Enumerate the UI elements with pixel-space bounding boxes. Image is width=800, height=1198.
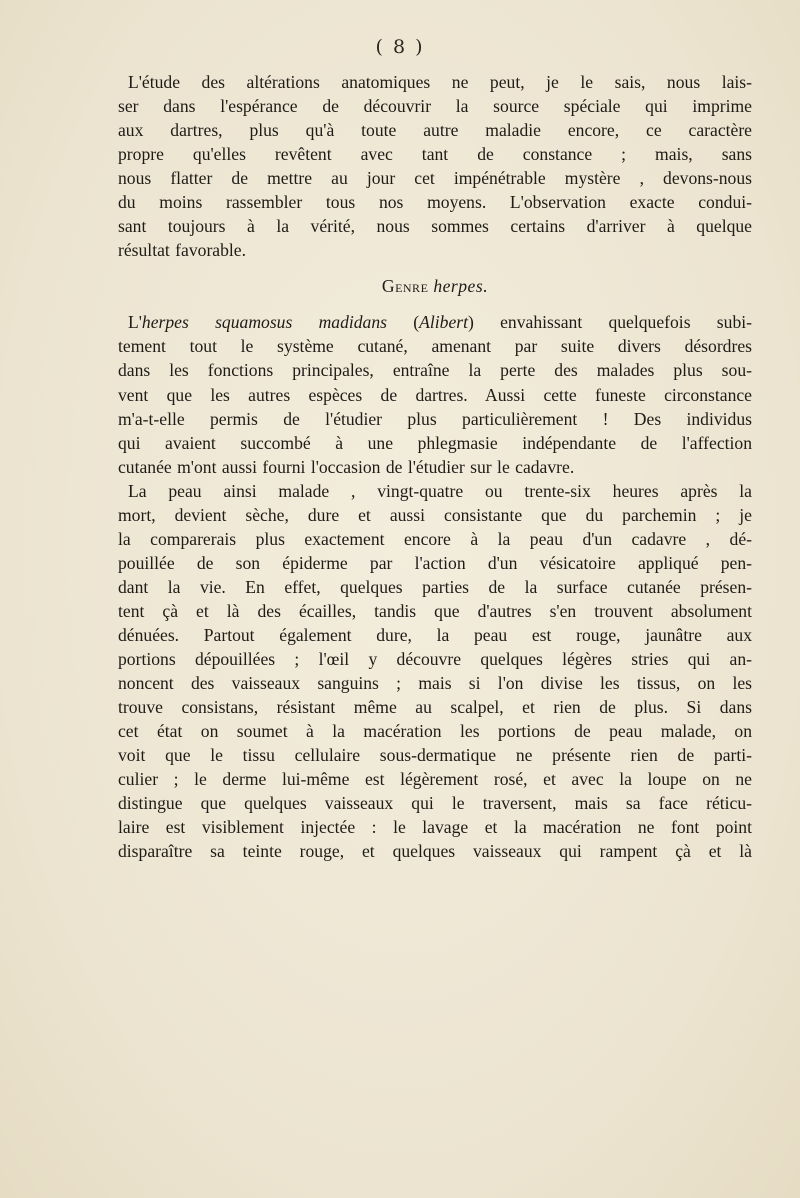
text-line: La peau ainsi malade , vingt-quatre ou trente-six heures après la	[128, 480, 752, 501]
text-line: dans les fonctions principales, entraîne la perte des malades plus sou-	[118, 360, 752, 381]
text-fragment: )	[468, 312, 474, 333]
text-line: sant toujours à la vérité, nous sommes certains d'arriver à quelque	[118, 216, 752, 237]
text-line: cet état on soumet à la macération les portions de peau malade, on	[118, 721, 752, 742]
text-line: laire est visiblement injectée : le lavage et la macération ne font point	[118, 817, 752, 838]
text-line: cutanée m'ont aussi fourni l'occasion de l'étudier sur le cadavre.	[118, 456, 575, 477]
text-line: ser dans l'espérance de découvrir la source spéciale qui imprime	[118, 96, 752, 117]
text-line: voit que le tissu cellulaire sous-dermatique ne présente rien de parti-	[118, 745, 752, 766]
text-fragment: envahissant quelquefois subi-	[473, 312, 752, 333]
text-fragment: (	[387, 312, 420, 333]
text-line: qui avaient succombé à une phlegmasie indépendante de l'affection	[118, 432, 752, 453]
text-line: tement tout le système cutané, amenant par suite divers désordres	[118, 336, 752, 357]
author-name: Alibert	[419, 312, 468, 333]
text-line: résultat favorable.	[118, 240, 247, 261]
text-body	[118, 70, 752, 863]
page-number: ( 8 )	[375, 36, 425, 58]
text-fragment: L'	[128, 312, 142, 333]
text-line: distingue que quelques vaisseaux qui le traversent, mais sa face réticu-	[118, 793, 752, 814]
text-line: dénuées. Partout également dure, la peau est rouge, jaunâtre aux	[118, 624, 752, 645]
text-line: la comparerais plus exactement encore à la peau d'un cadavre , dé-	[118, 528, 752, 549]
text-line: vent que les autres espèces de dartres. Aussi cette funeste circonstance	[118, 384, 752, 405]
heading-genre: Genre	[381, 276, 429, 297]
text-line: trouve consistans, résistant même au scalpel, et rien de plus. Si dans	[118, 697, 752, 718]
text-line: nous flatter de mettre au jour cet impénétrable mystère , devons-nous	[118, 168, 752, 189]
section-heading	[118, 262, 752, 310]
text-line	[118, 310, 752, 334]
text-line: culier ; le derme lui-même est légèrement rosé, et avec la loupe on ne	[118, 769, 752, 790]
species-name: herpes squamosus madidans	[141, 312, 387, 333]
text-line: du moins rassembler tous nos moyens. L'observation exacte condui-	[118, 192, 752, 213]
text-line: tent çà et là des écailles, tandis que d'autres s'en trouvent absolument	[118, 600, 752, 621]
text-line: noncent des vaisseaux sanguins ; mais si l'on divise les tissus, on les	[118, 673, 752, 694]
text-line: portions dépouillées ; l'œil y découvre quelques légères stries qui an-	[118, 649, 752, 670]
text-line: mort, devient sèche, dure et aussi consistante que du parchemin ; je	[118, 504, 752, 525]
text-line: aux dartres, plus qu'à toute autre maladie encore, ce caractère	[118, 120, 752, 141]
text-line: m'a-t-elle permis de l'étudier plus particulièrement ! Des individus	[118, 408, 752, 429]
text-line: L'étude des altérations anatomiques ne peut, je le sais, nous lais-	[128, 72, 752, 92]
text-line: disparaître sa teinte rouge, et quelques vaisseaux qui rampent çà et là	[118, 841, 752, 862]
heading-name: herpes.	[433, 276, 489, 297]
text-line: pouillée de son épiderme par l'action d'un vésicatoire appliqué pen-	[118, 552, 752, 573]
text-line: propre qu'elles revêtent avec tant de constance ; mais, sans	[118, 144, 752, 165]
text-line: dant la vie. En effet, quelques parties de la surface cutanée présen-	[118, 576, 752, 597]
